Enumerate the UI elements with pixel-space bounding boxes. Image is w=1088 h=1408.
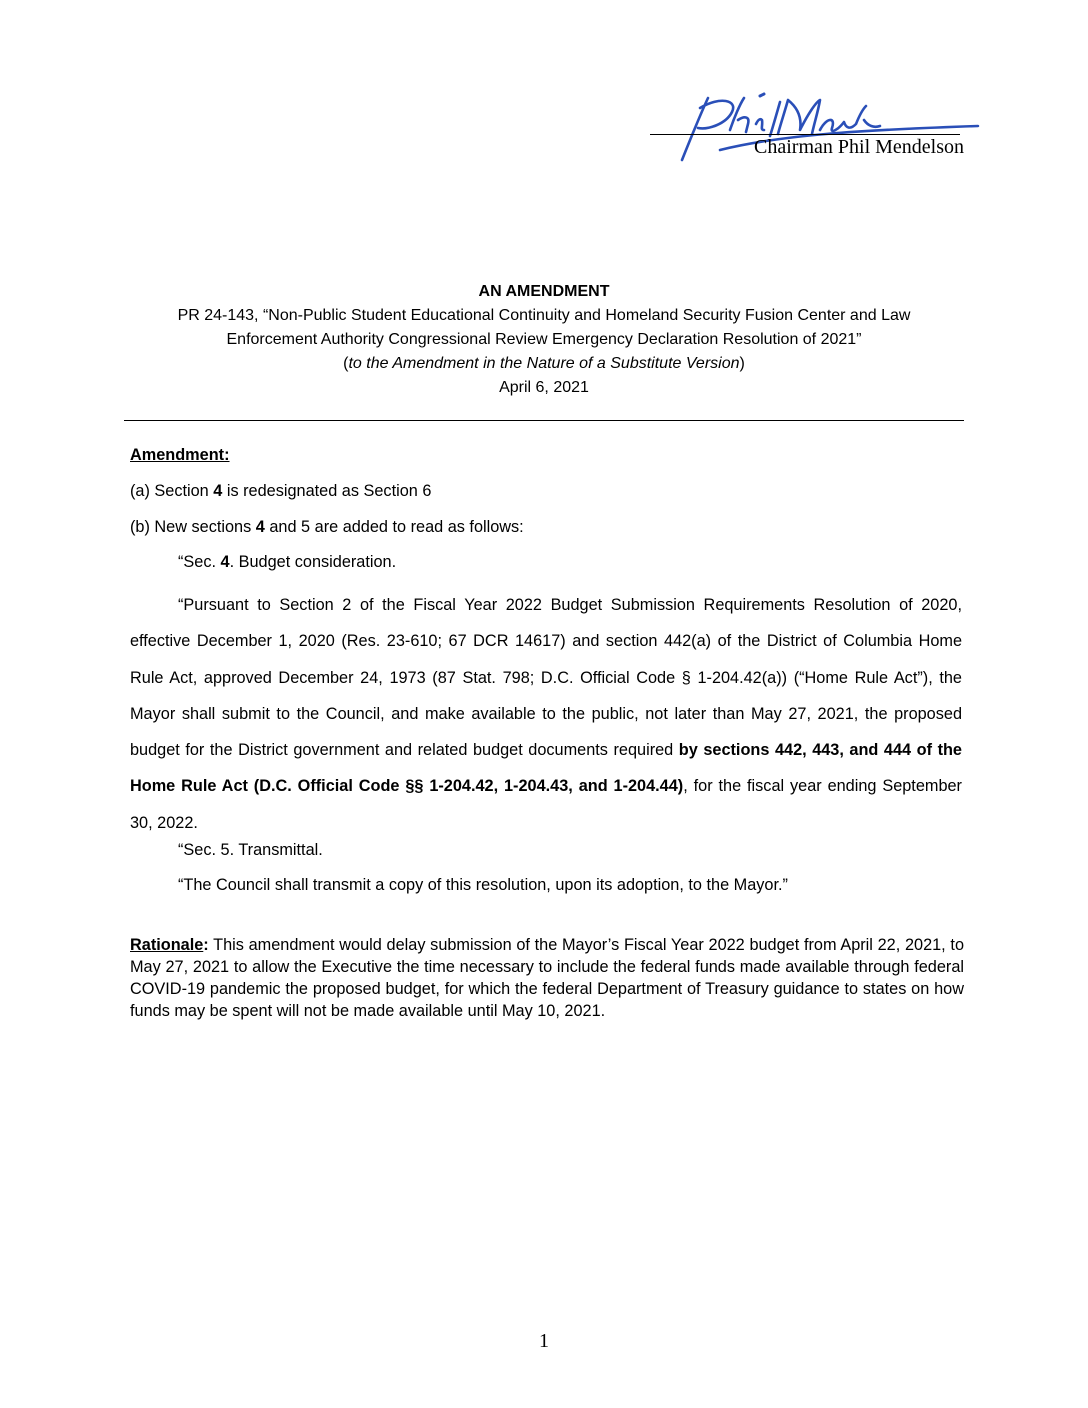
paren-close: ) <box>739 355 745 372</box>
document-date: April 6, 2021 <box>499 379 589 396</box>
heading-line-3 <box>120 352 968 376</box>
amendment-item-b <box>130 518 962 537</box>
heading-divider <box>124 420 964 421</box>
section-5-heading: “Sec. 5. Transmittal. <box>178 841 323 859</box>
sec4-bold: 4 <box>220 553 230 571</box>
signature-line <box>650 134 960 135</box>
section-5-text: “The Council shall transmit a copy of this resolution, upon its adoption, to the Mayor.” <box>178 876 788 894</box>
item-b-text-2: and 5 are added to read as follows: <box>264 518 524 536</box>
document-heading <box>120 280 968 400</box>
amendment-item-a <box>130 482 962 501</box>
section-4-heading <box>178 553 962 572</box>
rationale-text: This amendment would delay submission of the Mayor’s Fiscal Year 2022 budget from April 22, 2021, to May 27, 2021 to allow the Executive the time necessary to include the federal funds made available through federal COVID-19 pandemic the proposed budget, for which the federal Department of Treasury guidance to states on how funds may be spent will not be made available until May 10, 2021. <box>130 936 964 1020</box>
section-4-paragraph <box>130 587 962 841</box>
document-title: AN AMENDMENT <box>478 283 610 300</box>
item-b-text-1: (b) New sections <box>130 518 256 536</box>
paren-open: ( <box>343 355 349 372</box>
version-note: to the Amendment in the Nature of a Substitute Version <box>348 355 740 372</box>
item-b-bold: 4 <box>255 518 265 536</box>
rationale-paragraph <box>130 934 964 1022</box>
heading-line-2: Enforcement Authority Congressional Review Emergency Declaration Resolution of 2021” <box>226 331 862 348</box>
amendment-label: Amendment: <box>130 446 230 464</box>
para-text-1: “Pursuant to Section 2 of the Fiscal Year 2022 Budget Submission Requirements Resolution of 2020, effective December 1, 2020 (Res. 23-610; 67 DCR 14617) and section 442(a) of the District of Columbia Home Rule Act, approved December 24, 1973 (87 Stat. 798; D.C. Official Code § 1-204.42(a)) (“Home Rule Act”), the Mayor shall submit to the Council, and make available to the public, not later than May 27, 2021, the proposed budget for the District government and related budget documents required <box>130 596 962 760</box>
item-a-text-1: (a) Section <box>130 482 214 500</box>
page-number: 1 <box>539 1330 549 1352</box>
sec4-text-2: . Budget consideration. <box>229 553 397 571</box>
signature-block <box>650 90 980 170</box>
rationale-label: Rationale <box>130 936 204 954</box>
signatory-name: Chairman Phil Mendelson <box>754 136 964 158</box>
rationale-colon: : <box>203 936 209 954</box>
para-bold: by sections 442, 443, and 444 of the Home Rule Act (D.C. Official Code §§ 1-204.42, 1-204.43, and 1-204.44) <box>130 741 962 796</box>
heading-line-1: PR 24-143, “Non-Public Student Educational Continuity and Homeland Security Fusion Center and Law <box>177 307 911 324</box>
item-a-bold: 4 <box>213 482 223 500</box>
sec4-text-1: “Sec. <box>178 553 221 571</box>
para-text-2: , for the fiscal year ending September 30, 2022. <box>130 777 962 832</box>
item-a-text-2: is redesignated as Section 6 <box>222 482 432 500</box>
